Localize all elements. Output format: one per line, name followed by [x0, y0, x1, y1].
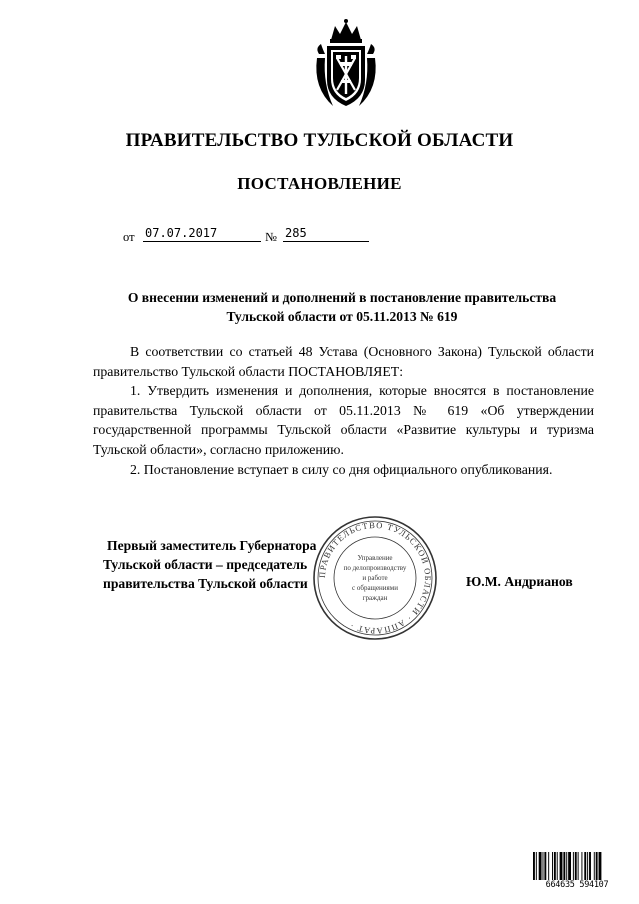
signatory-position-line-2: Тульской области – председатель [103, 557, 308, 572]
dateline [123, 226, 383, 246]
document-body [93, 342, 594, 479]
subject-line-1: О внесении изменений и дополнений в постановление правительства [127, 290, 557, 305]
official-seal [311, 514, 439, 642]
date-label: от [123, 230, 135, 244]
document-subject [100, 289, 584, 326]
number-label: № [265, 230, 277, 244]
seal-center-line-3: и работе [362, 574, 388, 582]
signatory-position-line-1: Первый заместитель Губернатора [107, 538, 317, 553]
document-type-title: ПОСТАНОВЛЕНИЕ [237, 174, 402, 193]
seal-center-line-5: граждан [362, 594, 388, 602]
tula-coat-of-arms-icon [313, 18, 379, 112]
body-paragraph-1: В соответствии со статьей 48 Устава (Основного Закона) Тульской области правительство Тульской области ПОСТАНОВЛЯЕТ: [93, 344, 594, 379]
document-date: 07.07.2017 [143, 226, 261, 242]
subject-line-2: Тульской области от 05.11.2013 № 619 [226, 308, 458, 324]
seal-center-line-4: с обращениями [352, 584, 398, 592]
body-paragraph-3: 2. Постановление вступает в силу со дня официального опубликования. [130, 461, 553, 477]
seal-ring-text: ПРАВИТЕЛЬСТВО ТУЛЬСКОЙ ОБЛАСТИ · АППАРАТ · [316, 519, 434, 637]
signatory-position-line-3: правительства Тульской области [103, 576, 308, 591]
government-title: ПРАВИТЕЛЬСТВО ТУЛЬСКОЙ ОБЛАСТИ [125, 130, 514, 151]
barcode-number: 664635 594107 [532, 880, 622, 890]
body-paragraph-2: 1. Утвердить изменения и дополнения, которые вносятся в постановление правительства Тульской области от 05.11.2013 № 619 «Об утверждении государственной программы Тульской области «Развитие культуры и туризма Тульской области», согласно приложению. [93, 383, 594, 457]
signatory-name: Ю.М. Андрианов [466, 574, 573, 589]
document-number: 285 [283, 226, 369, 242]
seal-center-line-2: по делопроизводству [343, 564, 407, 572]
seal-center-line-1: Управление [357, 554, 393, 562]
